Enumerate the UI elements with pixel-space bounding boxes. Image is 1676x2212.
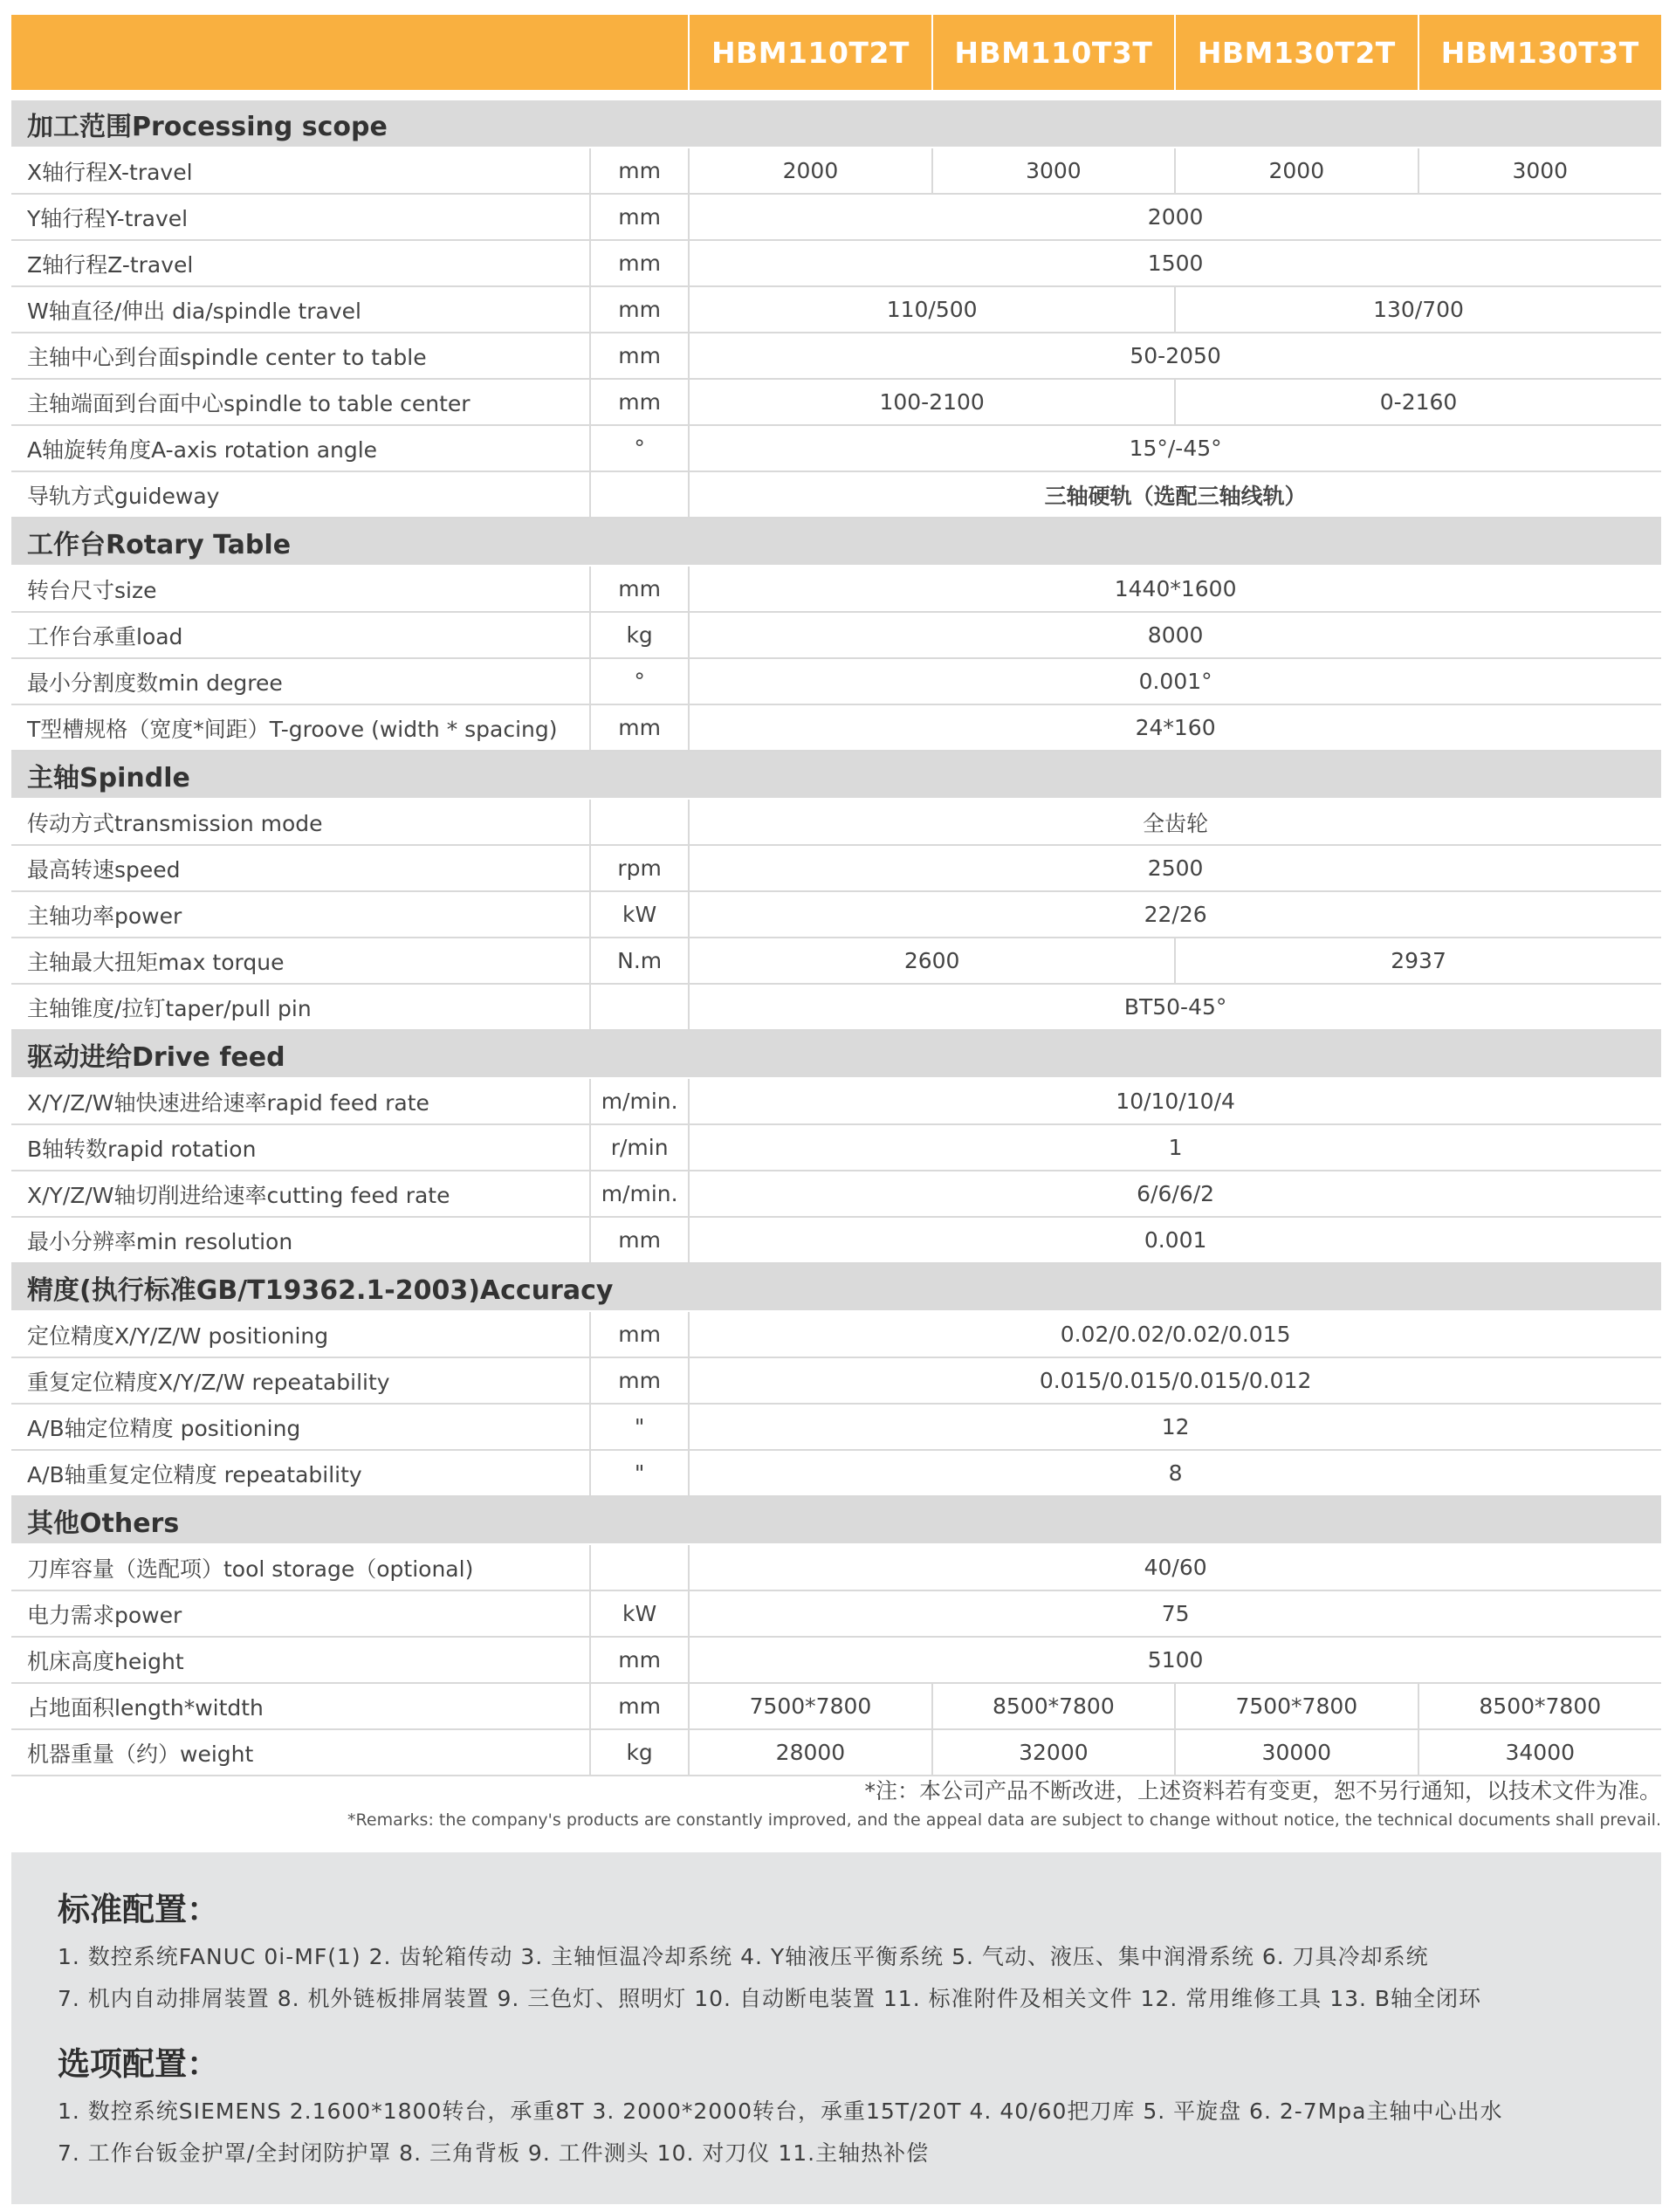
spec-unit: mm [590,286,689,333]
spec-value: 2000 [689,148,931,194]
header-blank-unit [590,15,689,90]
spec-unit: mm [590,194,689,240]
spec-label: 转台尺寸size [11,566,590,612]
spec-label: 重复定位精度X/Y/Z/W repeatability [11,1357,590,1404]
spec-unit: ° [590,658,689,704]
spec-label: 机床高度height [11,1637,590,1683]
model-header: HBM110T3T [932,15,1175,90]
standard-config-line: 1. 数控系统FANUC 0i-MF(1) 2. 齿轮箱传动 3. 主轴恒温冷却系统 4. Y轴液压平衡系统 5. 气动、液压、集中润滑系统 6. 刀具冷却系统 [58,1944,1429,1969]
spec-row [11,799,1661,845]
spec-value: 三轴硬轨（选配三轴线轨） [689,471,1661,518]
spec-label: Y轴行程Y-travel [11,194,590,240]
spec-row [11,471,1661,518]
spec-label: T型槽规格（宽度*间距）T-groove (width * spacing) [11,704,590,751]
model-header: HBM110T2T [689,15,931,90]
optional-config-title: 选项配置： [58,2045,219,2083]
spec-value: 2000 [689,194,1661,240]
spec-unit: mm [590,240,689,286]
spec-value: 8 [689,1450,1661,1496]
spec-unit: rpm [590,845,689,891]
spec-value: 8000 [689,612,1661,658]
spec-label: A轴旋转角度A-axis rotation angle [11,425,590,471]
spec-value: 8500*7800 [932,1683,1175,1729]
spec-unit: mm [590,148,689,194]
spec-row [11,1217,1661,1263]
optional-config-line: 1. 数控系统SIEMENS 2.1600*1800转台，承重8T 3. 2000*2000转台，承重15T/20T 4. 40/60把刀库 5. 平旋盘 6. 2-7Mpa主轴中心出水 [58,2099,1503,2124]
spec-row [11,1171,1661,1217]
spec-value: 22/26 [689,891,1661,938]
spec-value: 32000 [932,1729,1175,1776]
spec-unit: mm [590,1683,689,1729]
spec-label: A/B轴重复定位精度 repeatability [11,1450,590,1496]
spec-label: Z轴行程Z-travel [11,240,590,286]
spec-value: 1500 [689,240,1661,286]
spec-row [11,379,1661,425]
section-title: 主轴Spindle [11,751,1661,799]
spec-row [11,1311,1661,1357]
spec-row [11,1450,1661,1496]
spec-value: 10/10/10/4 [689,1078,1661,1124]
spec-unit: kg [590,1729,689,1776]
model-header: HBM130T3T [1418,15,1661,90]
spec-value: 7500*7800 [689,1683,931,1729]
remark-english: *Remarks: the company's products are constantly improved, and the appeal data are subject to change without notice, the technical documents shall prevail. [347,1810,1661,1830]
spec-value: BT50-45° [689,984,1661,1030]
spec-row [11,566,1661,612]
spec-row [11,425,1661,471]
spec-row [11,891,1661,938]
spec-label: 工作台承重load [11,612,590,658]
spec-label: A/B轴定位精度 positioning [11,1404,590,1450]
optional-config-line: 7. 工作台钣金护罩/全封闭防护罩 8. 三角背板 9. 工件测头 10. 对刀仪 11.主轴热补偿 [58,2140,930,2166]
spec-row [11,1357,1661,1404]
spec-value: 2937 [1175,938,1661,984]
spec-row [11,704,1661,751]
section-header-row [11,1030,1661,1078]
model-header-row [11,15,1661,90]
section-header-row [11,1496,1661,1544]
spec-value: 28000 [689,1729,931,1776]
spec-value: 6/6/6/2 [689,1171,1661,1217]
spec-row [11,1124,1661,1171]
spec-row [11,333,1661,379]
spec-unit: mm [590,1311,689,1357]
spec-label: 最小分割度数min degree [11,658,590,704]
spec-label: 刀库容量（选配项）tool storage（optional) [11,1544,590,1590]
section-header-row [11,1263,1661,1311]
spec-value: 0.015/0.015/0.015/0.012 [689,1357,1661,1404]
section-title: 其他Others [11,1496,1661,1544]
spec-unit: " [590,1404,689,1450]
spec-row [11,984,1661,1030]
spec-table-body [11,15,1661,1776]
spec-unit [590,1544,689,1590]
spec-row [11,286,1661,333]
spec-label: 定位精度X/Y/Z/W positioning [11,1311,590,1357]
spec-row [11,1590,1661,1637]
spec-row [11,1637,1661,1683]
spec-unit [590,471,689,518]
spec-label: 最小分辨率min resolution [11,1217,590,1263]
spec-label: 电力需求power [11,1590,590,1637]
spec-value: 34000 [1418,1729,1661,1776]
spec-unit: N.m [590,938,689,984]
spec-value: 130/700 [1175,286,1661,333]
spec-value: 24*160 [689,704,1661,751]
spec-row [11,845,1661,891]
spec-unit: mm [590,379,689,425]
spec-value: 3000 [932,148,1175,194]
spec-value: 30000 [1175,1729,1418,1776]
model-header: HBM130T2T [1175,15,1418,90]
spec-value: 2000 [1175,148,1418,194]
spec-unit: kg [590,612,689,658]
spec-label: 占地面积length*witdth [11,1683,590,1729]
section-title: 工作台Rotary Table [11,518,1661,566]
spec-label: 机器重量（约）weight [11,1729,590,1776]
spec-row [11,1544,1661,1590]
spec-unit: mm [590,704,689,751]
header-gap [11,90,1661,100]
configuration-panel [11,1852,1661,2204]
spec-unit: " [590,1450,689,1496]
spec-value: 110/500 [689,286,1175,333]
spec-value: 2600 [689,938,1175,984]
spec-label: 主轴锥度/拉钉taper/pull pin [11,984,590,1030]
remark-chinese: *注：本公司产品不断改进，上述资料若有变更，恕不另行通知，以技术文件为准。 [864,1778,1661,1803]
spec-unit: kW [590,891,689,938]
spec-unit: mm [590,566,689,612]
spec-unit: mm [590,1637,689,1683]
spec-unit: m/min. [590,1078,689,1124]
spec-label: W轴直径/伸出 dia/spindle travel [11,286,590,333]
section-title: 驱动进给Drive feed [11,1030,1661,1078]
section-title: 精度(执行标准GB/T19362.1-2003)Accuracy [11,1263,1661,1311]
spec-value: 全齿轮 [689,799,1661,845]
section-header-row [11,100,1661,148]
spec-label: 导轨方式guideway [11,471,590,518]
spec-value: 40/60 [689,1544,1661,1590]
spec-row [11,240,1661,286]
spec-row [11,612,1661,658]
spec-value: 5100 [689,1637,1661,1683]
spec-label: B轴转数rapid rotation [11,1124,590,1171]
spec-row [11,1078,1661,1124]
spec-unit: mm [590,1217,689,1263]
spec-value: 0.001 [689,1217,1661,1263]
spec-unit [590,984,689,1030]
section-header-row [11,518,1661,566]
spec-value: 7500*7800 [1175,1683,1418,1729]
spec-row [11,1729,1661,1776]
spec-unit: r/min [590,1124,689,1171]
spec-label: X/Y/Z/W轴切削进给速率cutting feed rate [11,1171,590,1217]
spec-unit: ° [590,425,689,471]
standard-config-line: 7. 机内自动排屑装置 8. 机外链板排屑装置 9. 三色灯、照明灯 10. 自动断电装置 11. 标准附件及相关文件 12. 常用维修工具 13. B轴全闭环 [58,1986,1482,2011]
spec-unit [590,799,689,845]
spec-row [11,148,1661,194]
spec-value: 0-2160 [1175,379,1661,425]
spec-value: 0.02/0.02/0.02/0.015 [689,1311,1661,1357]
spec-value: 3000 [1418,148,1661,194]
spec-row [11,938,1661,984]
spec-value: 0.001° [689,658,1661,704]
spec-unit: kW [590,1590,689,1637]
spec-label: 主轴端面到台面中心spindle to table center [11,379,590,425]
spec-label: X/Y/Z/W轴快速进给速率rapid feed rate [11,1078,590,1124]
spec-value: 1440*1600 [689,566,1661,612]
spec-row [11,658,1661,704]
spec-value: 2500 [689,845,1661,891]
spec-value: 75 [689,1590,1661,1637]
header-blank-label [11,15,590,90]
spec-table [11,15,1661,1776]
spec-label: 最高转速speed [11,845,590,891]
spec-label: 主轴中心到台面spindle center to table [11,333,590,379]
spec-label: 主轴功率power [11,891,590,938]
spec-label: 传动方式transmission mode [11,799,590,845]
spec-value: 50-2050 [689,333,1661,379]
spec-unit: mm [590,333,689,379]
spec-sheet [11,15,1661,1776]
spec-value: 1 [689,1124,1661,1171]
spec-row [11,1683,1661,1729]
spec-row [11,194,1661,240]
spec-value: 12 [689,1404,1661,1450]
spec-value: 8500*7800 [1418,1683,1661,1729]
spec-row [11,1404,1661,1450]
spec-value: 100-2100 [689,379,1175,425]
section-header-row [11,751,1661,799]
spec-unit: mm [590,1357,689,1404]
section-title: 加工范围Processing scope [11,100,1661,148]
spec-label: 主轴最大扭矩max torque [11,938,590,984]
standard-config-title: 标准配置： [58,1891,219,1928]
spec-value: 15°/-45° [689,425,1661,471]
spec-unit: m/min. [590,1171,689,1217]
spec-label: X轴行程X-travel [11,148,590,194]
